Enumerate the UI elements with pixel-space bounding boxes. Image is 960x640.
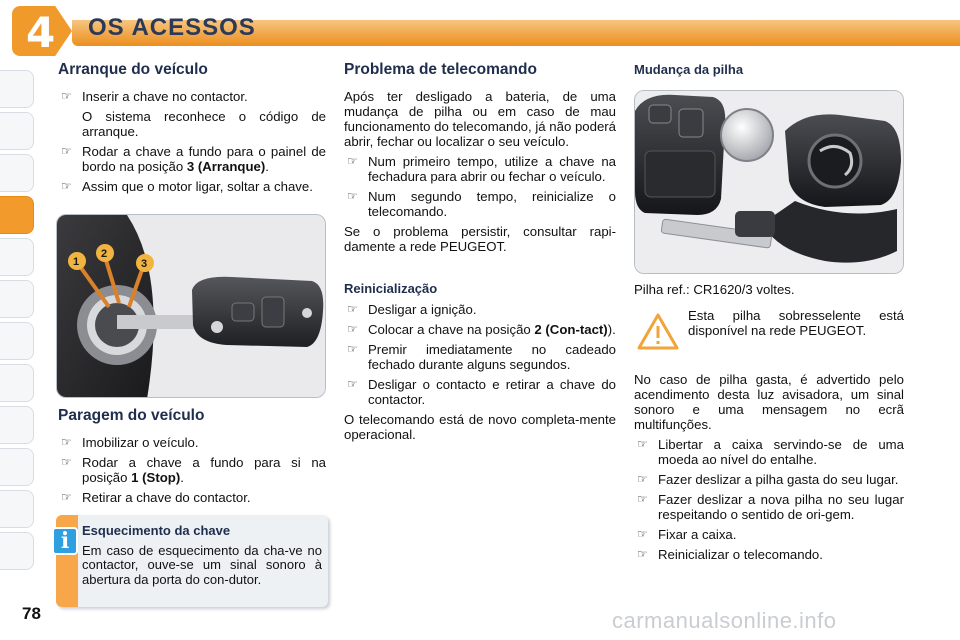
pointing-hand-icon: ☞ xyxy=(347,302,358,316)
list-item: ☞ Desligar o contacto e retirar a chave do contactor. xyxy=(347,377,616,407)
chapter-tab[interactable] xyxy=(0,490,34,528)
page-title: OS ACESSOS xyxy=(88,14,256,41)
info-box-content xyxy=(82,524,322,587)
pointing-hand-icon: ☞ xyxy=(347,377,358,391)
warning-text-block xyxy=(688,308,904,343)
section-title-paragem: Paragem do veículo xyxy=(58,407,205,424)
pointing-hand-icon: ☞ xyxy=(637,437,648,451)
pointing-hand-icon: ☞ xyxy=(347,154,358,168)
chapter-tab[interactable] xyxy=(0,154,34,192)
list-item: ☞ Fazer deslizar a nova pilha no seu lugar respeitando o sentido de ori-gem. xyxy=(637,492,904,522)
pointing-hand-icon: ☞ xyxy=(637,527,648,541)
column-right-instructions xyxy=(634,372,904,567)
column-left-paragem xyxy=(58,408,326,510)
pointing-hand-icon: ☞ xyxy=(347,189,358,203)
pointing-hand-icon: ☞ xyxy=(637,472,648,486)
list-item: ☞ Num segundo tempo, reinicialize o telecomando. xyxy=(347,189,616,219)
ignition-position-label: 1 xyxy=(73,256,80,268)
list-item: ☞ Reinicializar o telecomando. xyxy=(637,547,823,562)
pointing-hand-icon: ☞ xyxy=(637,547,648,561)
pointing-hand-icon: ☞ xyxy=(637,492,648,506)
pointing-hand-icon: ☞ xyxy=(347,322,358,336)
chapter-tab[interactable] xyxy=(0,364,34,402)
info-icon: i xyxy=(52,527,78,555)
chapter-tabs xyxy=(0,70,36,574)
chapter-tab[interactable] xyxy=(0,112,34,150)
warning-text: Esta pilha sobresselente está disponível na rede PEUGEOT. xyxy=(688,308,904,338)
list-item: O sistema reconhece o código de arranque. xyxy=(82,109,326,139)
reinicializacao-outro: O telecomando está de novo completa-mente operacional. xyxy=(344,412,616,442)
ignition-key-photo xyxy=(56,214,326,398)
pointing-hand-icon: ☞ xyxy=(61,89,72,103)
list-item: ☞ Colocar a chave na posição 2 (Con-tact)). xyxy=(347,322,616,337)
subhead-pilha: Mudança da pilha xyxy=(634,62,744,77)
chapter-tab[interactable] xyxy=(0,322,34,360)
column-right xyxy=(634,62,904,83)
column-middle xyxy=(344,62,616,447)
info-box-text: Em caso de esquecimento da cha-ve no contactor, ouve-se um sinal sonoro à abertura da porta do con-dutor. xyxy=(82,542,322,587)
list-item: ☞ Premir imediatamente no cadeado fechado durante alguns segundos. xyxy=(347,342,616,372)
battery-ref: Pilha ref.: CR1620/3 voltes. xyxy=(634,282,795,297)
list-item: ☞ Rodar a chave a fundo para o painel de bordo na posição 3 (Arranque). xyxy=(61,144,326,174)
battery-change-illustration xyxy=(635,91,904,274)
list-item: ☞ Inserir a chave no contactor. xyxy=(61,89,248,104)
chapter-tab[interactable] xyxy=(0,280,34,318)
warning-triangle-icon xyxy=(636,312,680,357)
ignition-key-illustration xyxy=(57,215,326,398)
ignition-position-label: 2 xyxy=(101,248,108,260)
watermark: carmanualsonline.info xyxy=(612,608,837,633)
list-item: ☞ Libertar a caixa servindo-se de uma moeda ao nível do entalhe. xyxy=(637,437,904,467)
column-right-lower xyxy=(634,282,904,302)
list-item: ☞ Rodar a chave a fundo para si na posição 1 (Stop). xyxy=(61,455,326,485)
ignition-position-label: 3 xyxy=(141,258,148,270)
list-item: ☞ Imobilizar o veículo. xyxy=(61,435,199,450)
chapter-tab[interactable] xyxy=(0,70,34,108)
section-title-arranque: Arranque do veículo xyxy=(58,61,208,78)
list-item: ☞ Fixar a caixa. xyxy=(637,527,737,542)
pointing-hand-icon: ☞ xyxy=(61,144,72,158)
pointing-hand-icon: ☞ xyxy=(61,179,72,193)
list-item: ☞ Assim que o motor ligar, soltar a chave. xyxy=(61,179,313,194)
chapter-tab-active[interactable] xyxy=(0,196,34,234)
telecomando-intro: Após ter desligado a bateria, de uma mudança de pilha ou em caso de mau funcionamento do telecomando, já não poderá abrir, fechar ou localizar o seu veículo. xyxy=(344,89,617,149)
subhead-reinicializacao: Reinicialização xyxy=(344,281,438,296)
pointing-hand-icon: ☞ xyxy=(347,342,358,356)
pilha-intro: No caso de pilha gasta, é advertido pelo acendimento desta luz avisadora, um sinal sonoro e uma mensagem no ecrã multifunções. xyxy=(634,372,904,432)
chapter-tab[interactable] xyxy=(0,448,34,486)
telecomando-outro: Se o problema persistir, consultar rapi-damente a rede PEUGEOT. xyxy=(344,224,616,254)
section-title-telecomando: Problema de telecomando xyxy=(344,61,537,78)
list-item: ☞ Num primeiro tempo, utilize a chave na fechadura para abrir ou fechar o veículo. xyxy=(347,154,616,184)
list-item: ☞ Fazer deslizar a pilha gasta do seu lugar. xyxy=(637,472,899,487)
pointing-hand-icon: ☞ xyxy=(61,455,72,469)
list-item: ☞ Retirar a chave do contactor. xyxy=(61,490,251,505)
pointing-hand-icon: ☞ xyxy=(61,490,72,504)
list-item: ☞ Desligar a ignição. xyxy=(347,302,477,317)
chapter-number: 4 xyxy=(26,8,56,57)
chapter-tab[interactable] xyxy=(0,238,34,276)
chapter-tab[interactable] xyxy=(0,406,34,444)
chapter-tab[interactable] xyxy=(0,532,34,570)
info-box-title: Esquecimento da chave xyxy=(82,523,231,538)
battery-change-photo xyxy=(634,90,904,274)
column-left xyxy=(58,62,326,199)
pointing-hand-icon: ☞ xyxy=(61,435,72,449)
page-number: 78 xyxy=(22,604,41,623)
